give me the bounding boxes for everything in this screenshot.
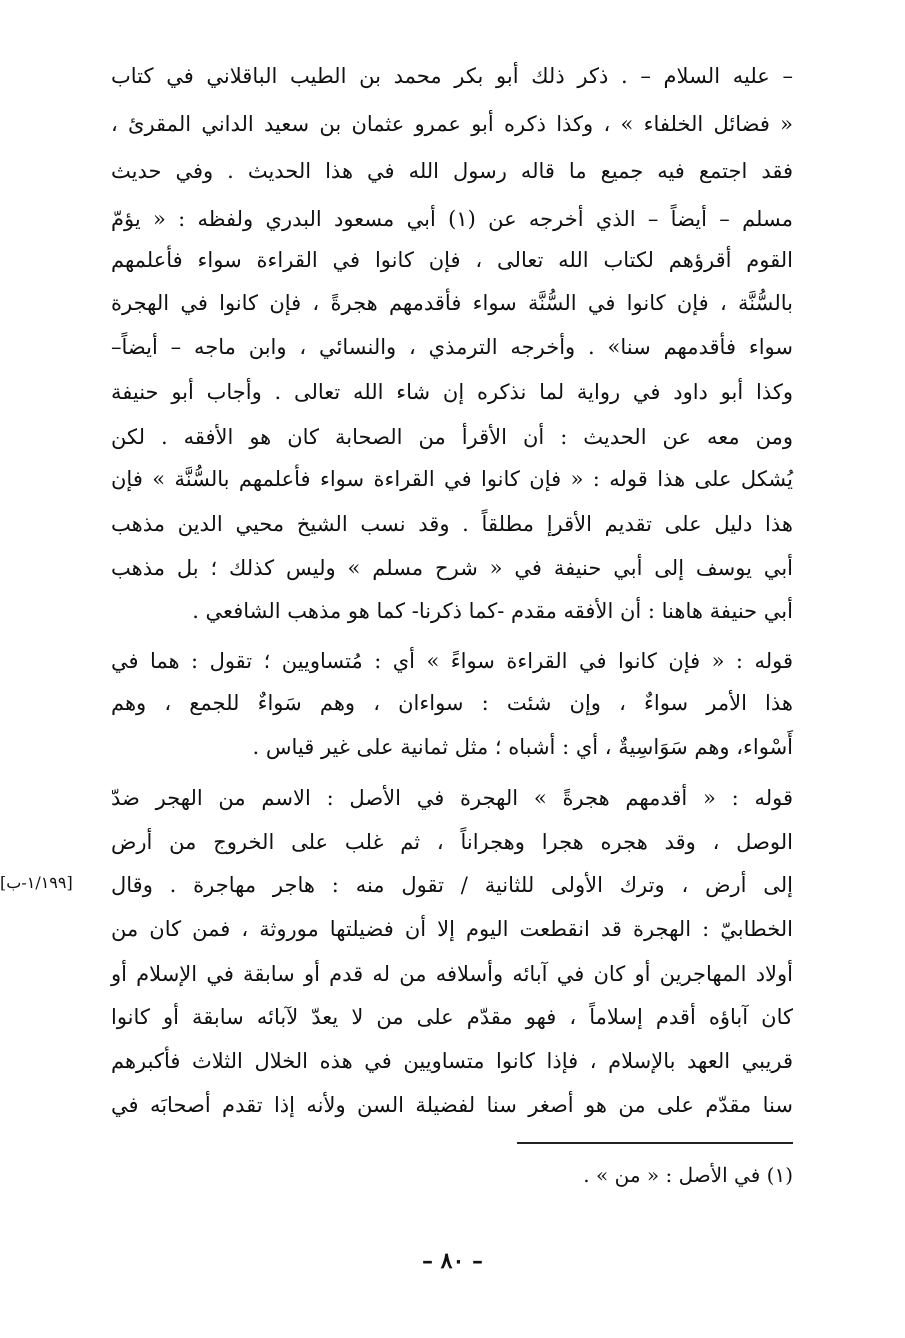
text-line: – عليه السلام – . ذكر ذلك أبو بكر محمد بن الطيب الباقلاني في كتاب <box>111 64 793 88</box>
text-line: أَسْواء، وهم سَوَاسِيةٌ ، أي : أشباه ؛ مثل ثمانية على غير قياس . <box>252 735 793 759</box>
text-line: سواء فأقدمهم سنا» . وأخرجه الترمذي ، والنسائي ، وابن ماجه – أيضاً– <box>111 335 793 359</box>
text-line: أبي يوسف إلى أبي حنيفة في « شرح مسلم » وليس كذلك ؛ بل مذهب <box>111 556 793 580</box>
text-line: قريبي العهد بالإسلام ، فإذا كانوا متساويين في هذه الخلال الثلاث فأكبرهم <box>111 1049 793 1073</box>
margin-folio-reference: [١/١٩٩-ب] <box>0 873 73 892</box>
text-line: « فضائل الخلفاء » ، وكذا ذكره أبو عمرو عثمان بن سعيد الداني المقرئ ، <box>111 112 793 136</box>
text-line: هذا دليل على تقديم الأقرإ مطلقاً . وقد نسب الشيخ محيي الدين مذهب <box>111 512 793 536</box>
text-line: يُشكل على هذا قوله : « فإن كانوا في القراءة سواء فأعلمهم بالسُّنَّة » فإن <box>111 467 793 491</box>
text-line: أولاد المهاجرين أو كان في آبائه وأسلافه من له قدم أو سابقة في الإسلام أو <box>111 962 793 986</box>
text-line: إلى أرض ، وترك الأولى للثانية / تقول منه : هاجر مهاجرة . وقال <box>111 873 793 897</box>
page-number: – ٨٠ – <box>422 1248 483 1274</box>
text-line: الوصل ، وقد هجره هجرا وهجراناً ، ثم غلب على الخروج من أرض <box>111 830 793 854</box>
text-line: أبي حنيفة هاهنا : أن الأفقه مقدم -كما ذكرنا- كما هو مذهب الشافعي . <box>192 599 793 623</box>
text-line: ومن معه عن الحديث : أن الأقرأ من الصحابة كان هو الأفقه . لكن <box>111 425 793 449</box>
text-line: فقد اجتمع فيه جميع ما قاله رسول الله في هذا الحديث . وفي حديث <box>111 159 793 183</box>
footnote: (١) في الأصل : « من » . <box>583 1163 793 1187</box>
text-line: سنا مقدّم على من هو أصغر سنا لفضيلة السن ولأنه إذا تقدم أصحابَه في <box>111 1093 793 1117</box>
text-line: بالسُّنَّة ، فإن كانوا في السُّنَّة سواء فأقدمهم هجرةً ، فإن كانوا في الهجرة <box>111 291 793 315</box>
text-line: قوله : « أقدمهم هجرةً » الهجرة في الأصل : الاسم من الهجر ضدّ <box>111 786 793 810</box>
text-line: مسلم – أيضاً – الذي أخرجه عن (١) أبي مسعود البدري ولفظه : « يؤمّ <box>111 207 793 231</box>
text-line: الخطابيّ : الهجرة قد انقطعت اليوم إلا أن فضيلتها موروثة ، فمن كان من <box>111 917 793 941</box>
text-line: وكذا أبو داود في رواية لما نذكره إن شاء الله تعالى . وأجاب أبو حنيفة <box>111 380 793 404</box>
text-line: كان آباؤه أقدم إسلاماً ، فهو مقدّم على من لا يعدّ لآبائه سابقة أو كانوا <box>111 1005 793 1029</box>
footnote-separator <box>517 1142 793 1144</box>
text-line: قوله : « فإن كانوا في القراءة سواءً » أي : مُتساويين ؛ تقول : هما في <box>111 649 793 673</box>
text-line: القوم أقرؤهم لكتاب الله تعالى ، فإن كانوا في القراءة سواء فأعلمهم <box>111 248 793 272</box>
text-line: هذا الأمر سواءٌ ، وإن شئت : سواءان ، وهم سَواءٌ للجمع ، وهم <box>111 691 793 715</box>
